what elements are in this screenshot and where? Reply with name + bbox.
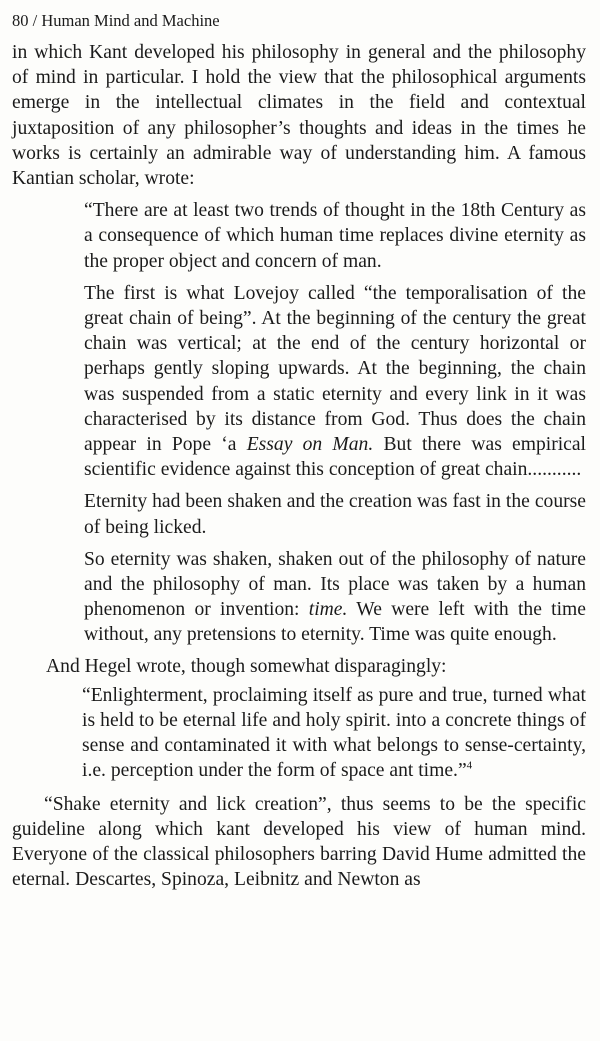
- quote-2-text-b: But there was empirical scientific evidence against this conception of great chain...........: [84, 434, 587, 481]
- hegel-quote: [82, 683, 586, 784]
- quote-2-text-a: The first is what Lovejoy called “the temporalisation of the great chain of being”. At the beginning of the century the great chain was vertical; at the end of the century horizontal or perhaps gently sloping upwards. At the beginning, the chain was suspended from a static eternity and every link in it was characterised by its distance from God. Thus does the chain appear in Pope ‘a: [84, 282, 586, 456]
- quote-4-text-b: We were left with the time without, any pretensions to eternity. Time was quite enough.: [84, 599, 586, 646]
- quote-paragraph-4: [84, 547, 586, 648]
- page-number: 80: [12, 11, 29, 30]
- running-header: [12, 10, 586, 32]
- quote-2-book-title: Essay on Man.: [246, 434, 374, 456]
- header-separator: /: [32, 11, 38, 30]
- quote-4-text-a: So eternity was shaken, shaken out of the philosophy of nature and the philosophy of man. Its place was taken by a human phenomenon or invention:: [84, 548, 586, 621]
- running-title: Human Mind and Machine: [41, 11, 220, 30]
- quote-paragraph-1: “There are at least two trends of thought in the 18th Century as a consequence of which human time replaces divine eternity as the proper object and concern of man.: [84, 200, 586, 272]
- quote-4-emphasis: time.: [308, 599, 348, 621]
- hegel-quote-text: “Enlighterment, proclaiming itself as pure and true, turned what is held to be eternal life and holy spirit. into a concrete things of sense and contaminated it with what belongs to sense-certainty, i.e. perception under the form of space ant time.”: [82, 684, 586, 782]
- paragraph-closing: “Shake eternity and lick creation”, thus seems to be the specific guideline along which kant developed his view of human mind. Everyone of the classical philosophers barring David Hume admitted the eternal. Descartes, Spinoza, Leibnitz and Newton as: [12, 793, 586, 891]
- hegel-intro-line: And Hegel wrote, though somewhat disparagingly:: [46, 655, 447, 677]
- quote-paragraph-2: [84, 281, 586, 483]
- quote-paragraph-3: Eternity had been shaken and the creation was fast in the course of being licked.: [84, 491, 586, 538]
- footnote-reference: 4: [466, 759, 473, 772]
- paragraph-intro: in which Kant developed his philosophy in general and the philosophy of mind in particular. I hold the view that the philosophical arguments emerge in the intellectual climates in the field and contextual juxtaposition of any philosopher’s thoughts and ideas in the times he works is certainly an admirable way of understanding him. A famous Kantian scholar, wrote:: [12, 42, 586, 190]
